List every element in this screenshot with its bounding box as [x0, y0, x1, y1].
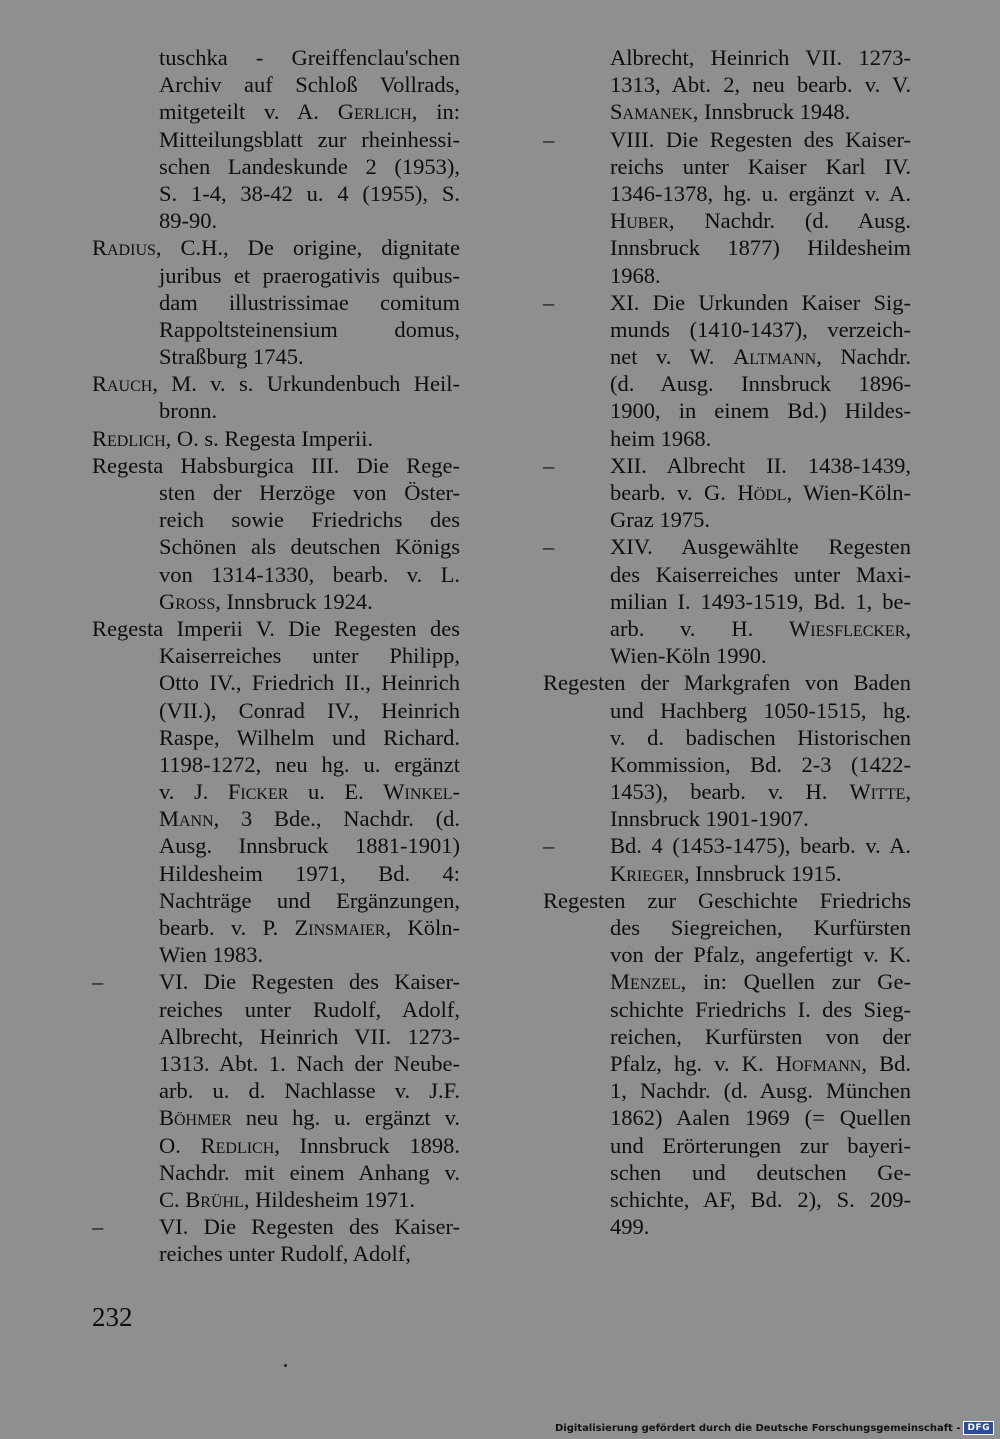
bibliography-entry — [543, 126, 911, 289]
author-surname: Hödl — [737, 480, 787, 505]
entry-line: 1313, Abt. 2, neu bearb. v. V. — [610, 72, 911, 98]
entry-line: heim 1968. — [610, 425, 712, 451]
entry-line: XII. Albrecht II. 1438-1439, — [610, 452, 911, 478]
entry-line: arb. v. H. Wiesflecker, — [610, 615, 911, 641]
author-surname: Altmann — [732, 344, 817, 370]
entry-dash: – — [543, 534, 555, 560]
author-surname: Zinsmaier — [294, 915, 386, 940]
author-surname: Samanek — [610, 99, 693, 125]
entry-line: sten der Herzöge von Öster- — [159, 480, 460, 505]
entry-dash: – — [543, 833, 555, 859]
entry-line: (VII.), Conrad IV., Heinrich — [159, 697, 460, 723]
right-column — [543, 44, 911, 1240]
author-surname: Rauch — [92, 371, 153, 397]
entry-line: Bd. 4 (1453-1475), bearb. v. A. — [610, 833, 911, 859]
entry-line: S. 1-4, 38-42 u. 4 (1955), S. — [159, 180, 460, 206]
entry-line: Wien 1983. — [159, 942, 264, 968]
entry-line: Innsbruck 1901-1907. — [610, 806, 809, 832]
bibliography-entry — [543, 832, 911, 886]
entry-line: reiches unter Rudolf, Adolf, — [159, 1241, 411, 1267]
entry-line: Straßburg 1745. — [159, 344, 304, 370]
digitization-footer — [555, 1421, 994, 1435]
entry-dash: – — [92, 1214, 104, 1240]
entry-line: Wien-Köln 1990. — [610, 643, 767, 669]
footer-text: Digitalisierung gefördert durch die Deutsche Forschungsgemeinschaft - — [554, 1422, 961, 1434]
bibliography-entry — [543, 533, 911, 669]
entry-line: Nachträge und Ergänzungen, — [159, 887, 460, 913]
entry-line: Huber, Nachdr. (d. Ausg. — [610, 208, 911, 234]
entry-line: VIII. Die Regesten des Kaiser- — [610, 126, 911, 152]
entry-line: Archiv auf Schloß Vollrads, — [159, 72, 460, 98]
entry-line: Krieger, Innsbruck 1915. — [610, 860, 842, 886]
entry-line: Menzel, in: Quellen zur Ge- — [610, 969, 911, 995]
entry-line: 499. — [610, 1214, 650, 1240]
entry-line: XIV. Ausgewählte Regesten — [610, 534, 911, 560]
bibliography-entry — [92, 1213, 460, 1267]
author-surname: Witte — [849, 779, 906, 805]
entry-line: 1, Nachdr. (d. Ausg. München — [610, 1078, 911, 1104]
entry-line: Gross, Innsbruck 1924. — [159, 588, 373, 614]
entry-line: reichen, Kurfürsten von der — [610, 1023, 911, 1049]
author-surname: Gerlich — [337, 99, 412, 125]
entry-line: Kommission, Bd. 2-3 (1422- — [610, 751, 911, 777]
entry-line: juribus et praerogativis quibus- — [159, 262, 460, 288]
author-surname: Böhmer — [159, 1105, 232, 1131]
bibliography-entry — [92, 425, 460, 452]
dfg-logo-icon: DFG — [963, 1421, 994, 1435]
author-surname: Redlich — [200, 1132, 275, 1158]
entry-line: Nachdr. mit einem Anhang v. — [159, 1159, 460, 1185]
entry-line: reiches unter Rudolf, Adolf, — [159, 996, 460, 1022]
entry-line: Kaiserreiches unter Philipp, — [159, 643, 460, 669]
entry-line: VI. Die Regesten des Kaiser- — [159, 1214, 460, 1240]
entry-line: dam illustrissimae comitum — [159, 289, 460, 315]
entry-line: Rauch, M. v. s. Urkundenbuch Heil- — [92, 371, 460, 397]
entry-line: bronn. — [159, 398, 218, 424]
entry-line: Graz 1975. — [610, 507, 710, 533]
entry-line: 1198-1272, neu hg. u. ergänzt — [159, 751, 460, 777]
entry-line: O. Redlich, Innsbruck 1898. — [159, 1132, 461, 1158]
entry-line: Albrecht, Heinrich VII. 1273- — [159, 1023, 460, 1049]
author-surname: Redlich — [92, 425, 166, 451]
entry-line: VI. Die Regesten des Kaiser- — [159, 969, 460, 995]
entry-line: v. d. badischen Historischen — [610, 724, 911, 750]
entry-dash: – — [543, 289, 555, 315]
entry-line: Otto IV., Friedrich II., Heinrich — [159, 670, 460, 696]
left-column — [92, 44, 460, 1267]
entry-line: C. Brühl, Hildesheim 1971. — [159, 1186, 416, 1212]
entry-line: Regesta Habsburgica III. Die Rege- — [92, 452, 460, 478]
bibliography-entry — [543, 452, 911, 534]
bibliography-entry — [543, 887, 911, 1240]
entry-line: Regesta Imperii V. Die Regesten des — [92, 615, 460, 641]
entry-dash: – — [543, 126, 555, 152]
entry-line: Raspe, Wilhelm und Richard. — [159, 724, 460, 750]
entry-line: schen und deutschen Ge- — [610, 1159, 911, 1185]
author-surname: Huber — [610, 208, 669, 234]
author-surname: Hofmann — [775, 1050, 862, 1076]
entry-line: XI. Die Urkunden Kaiser Sig- — [610, 289, 911, 315]
entry-line: Mann, 3 Bde., Nachdr. (d. — [159, 806, 460, 832]
entry-line: und Hachberg 1050-1515, hg. — [610, 697, 911, 723]
entry-line: Ausg. Innsbruck 1881-1901) — [159, 833, 460, 859]
bibliography-entry — [543, 669, 911, 832]
author-surname: Gross — [159, 588, 216, 614]
author-surname: Ficker — [227, 779, 289, 805]
bibliography-entry — [543, 289, 911, 452]
entry-line: munds (1410-1437), verzeich- — [610, 316, 911, 342]
entry-line: Pfalz, hg. v. K. Hofmann, Bd. — [610, 1050, 911, 1076]
entry-line: des Siegreichen, Kurfürsten — [610, 915, 911, 940]
entry-line: und Erörterungen zur bayeri- — [610, 1132, 911, 1158]
entry-line: Innsbruck 1877) Hildesheim — [610, 235, 911, 261]
entry-line: Regesten der Markgrafen von Baden — [543, 670, 911, 696]
bibliography-entry — [92, 452, 460, 615]
entry-line: 89-90. — [159, 208, 218, 234]
entry-dash: – — [543, 452, 555, 478]
bibliography-entry — [543, 44, 911, 126]
entry-line: Regesten zur Geschichte Friedrichs — [543, 887, 911, 913]
entry-line: Rappoltsteinensium domus, — [159, 316, 460, 342]
entry-line: schichte, AF, Bd. 2), S. 209- — [610, 1186, 911, 1212]
entry-line: reichs unter Kaiser Karl IV. — [610, 153, 911, 179]
entry-line: Mitteilungsblatt zur rheinhessi- — [159, 126, 460, 152]
entry-line: des Kaiserreiches unter Maxi- — [610, 561, 911, 587]
entry-line: 1453), bearb. v. H. Witte, — [610, 779, 911, 805]
entry-line: schichte Friedrichs I. des Sieg- — [610, 996, 911, 1022]
entry-line: net v. W. Altmann, Nachdr. — [610, 344, 911, 370]
author-surname: Wiesflecker — [789, 615, 906, 641]
bibliography-entry — [92, 370, 460, 424]
bibliography-entry — [92, 968, 460, 1213]
bibliography-entry — [92, 234, 460, 370]
bibliography-entry — [92, 615, 460, 968]
entry-line: 1313. Abt. 1. Nach der Neube- — [159, 1050, 460, 1076]
entry-line: mitgeteilt v. A. Gerlich, in: — [159, 99, 460, 125]
entry-line: Radius, C.H., De origine, dignitate — [92, 235, 460, 261]
entry-line: schen Landeskunde 2 (1953), — [159, 153, 460, 179]
entry-line: 1346-1378, hg. u. ergänzt v. A. — [610, 180, 911, 206]
entry-line: von der Pfalz, angefertigt v. K. — [610, 942, 911, 968]
entry-line: Redlich, O. s. Regesta Imperii. — [92, 425, 374, 451]
entry-line: Hildesheim 1971, Bd. 4: — [159, 860, 460, 886]
entry-line: Böhmer neu hg. u. ergänzt v. — [159, 1105, 460, 1131]
entry-line: reich sowie Friedrichs des — [159, 507, 460, 533]
entry-line: (d. Ausg. Innsbruck 1896- — [610, 371, 911, 397]
entry-line: Schönen als deutschen Königs — [159, 534, 460, 560]
entry-line: 1862) Aalen 1969 (= Quellen — [610, 1105, 911, 1131]
author-surname: Menzel — [610, 969, 681, 995]
scan-speck — [284, 1364, 287, 1367]
entry-line: bearb. v. P. Zinsmaier, Köln- — [159, 915, 460, 940]
entry-line: 1968. — [610, 262, 661, 288]
entry-line: bearb. v. G. Hödl, Wien-Köln- — [610, 480, 911, 505]
entry-dash: – — [92, 969, 104, 995]
entry-line: von 1314-1330, bearb. v. L. — [159, 561, 460, 587]
bibliography-entry — [92, 44, 460, 234]
author-surname: Krieger — [610, 860, 685, 886]
page-number: 232 — [92, 1302, 133, 1332]
entry-line: Samanek, Innsbruck 1948. — [610, 99, 851, 125]
entry-line: v. J. Ficker u. E. Winkel- — [159, 779, 461, 805]
entry-line: 1900, in einem Bd.) Hildes- — [610, 398, 911, 424]
author-surname: Brühl — [185, 1186, 244, 1212]
entry-line: tuschka - Greiffenclau'schen — [159, 45, 460, 70]
author-surname: Winkel- — [383, 779, 461, 805]
author-surname: Mann — [159, 806, 214, 832]
author-surname: Radius — [92, 235, 156, 261]
entry-line: Albrecht, Heinrich VII. 1273- — [610, 45, 911, 70]
entry-line: milian I. 1493-1519, Bd. 1, be- — [610, 588, 911, 614]
entry-line: arb. u. d. Nachlasse v. J.F. — [159, 1078, 460, 1104]
